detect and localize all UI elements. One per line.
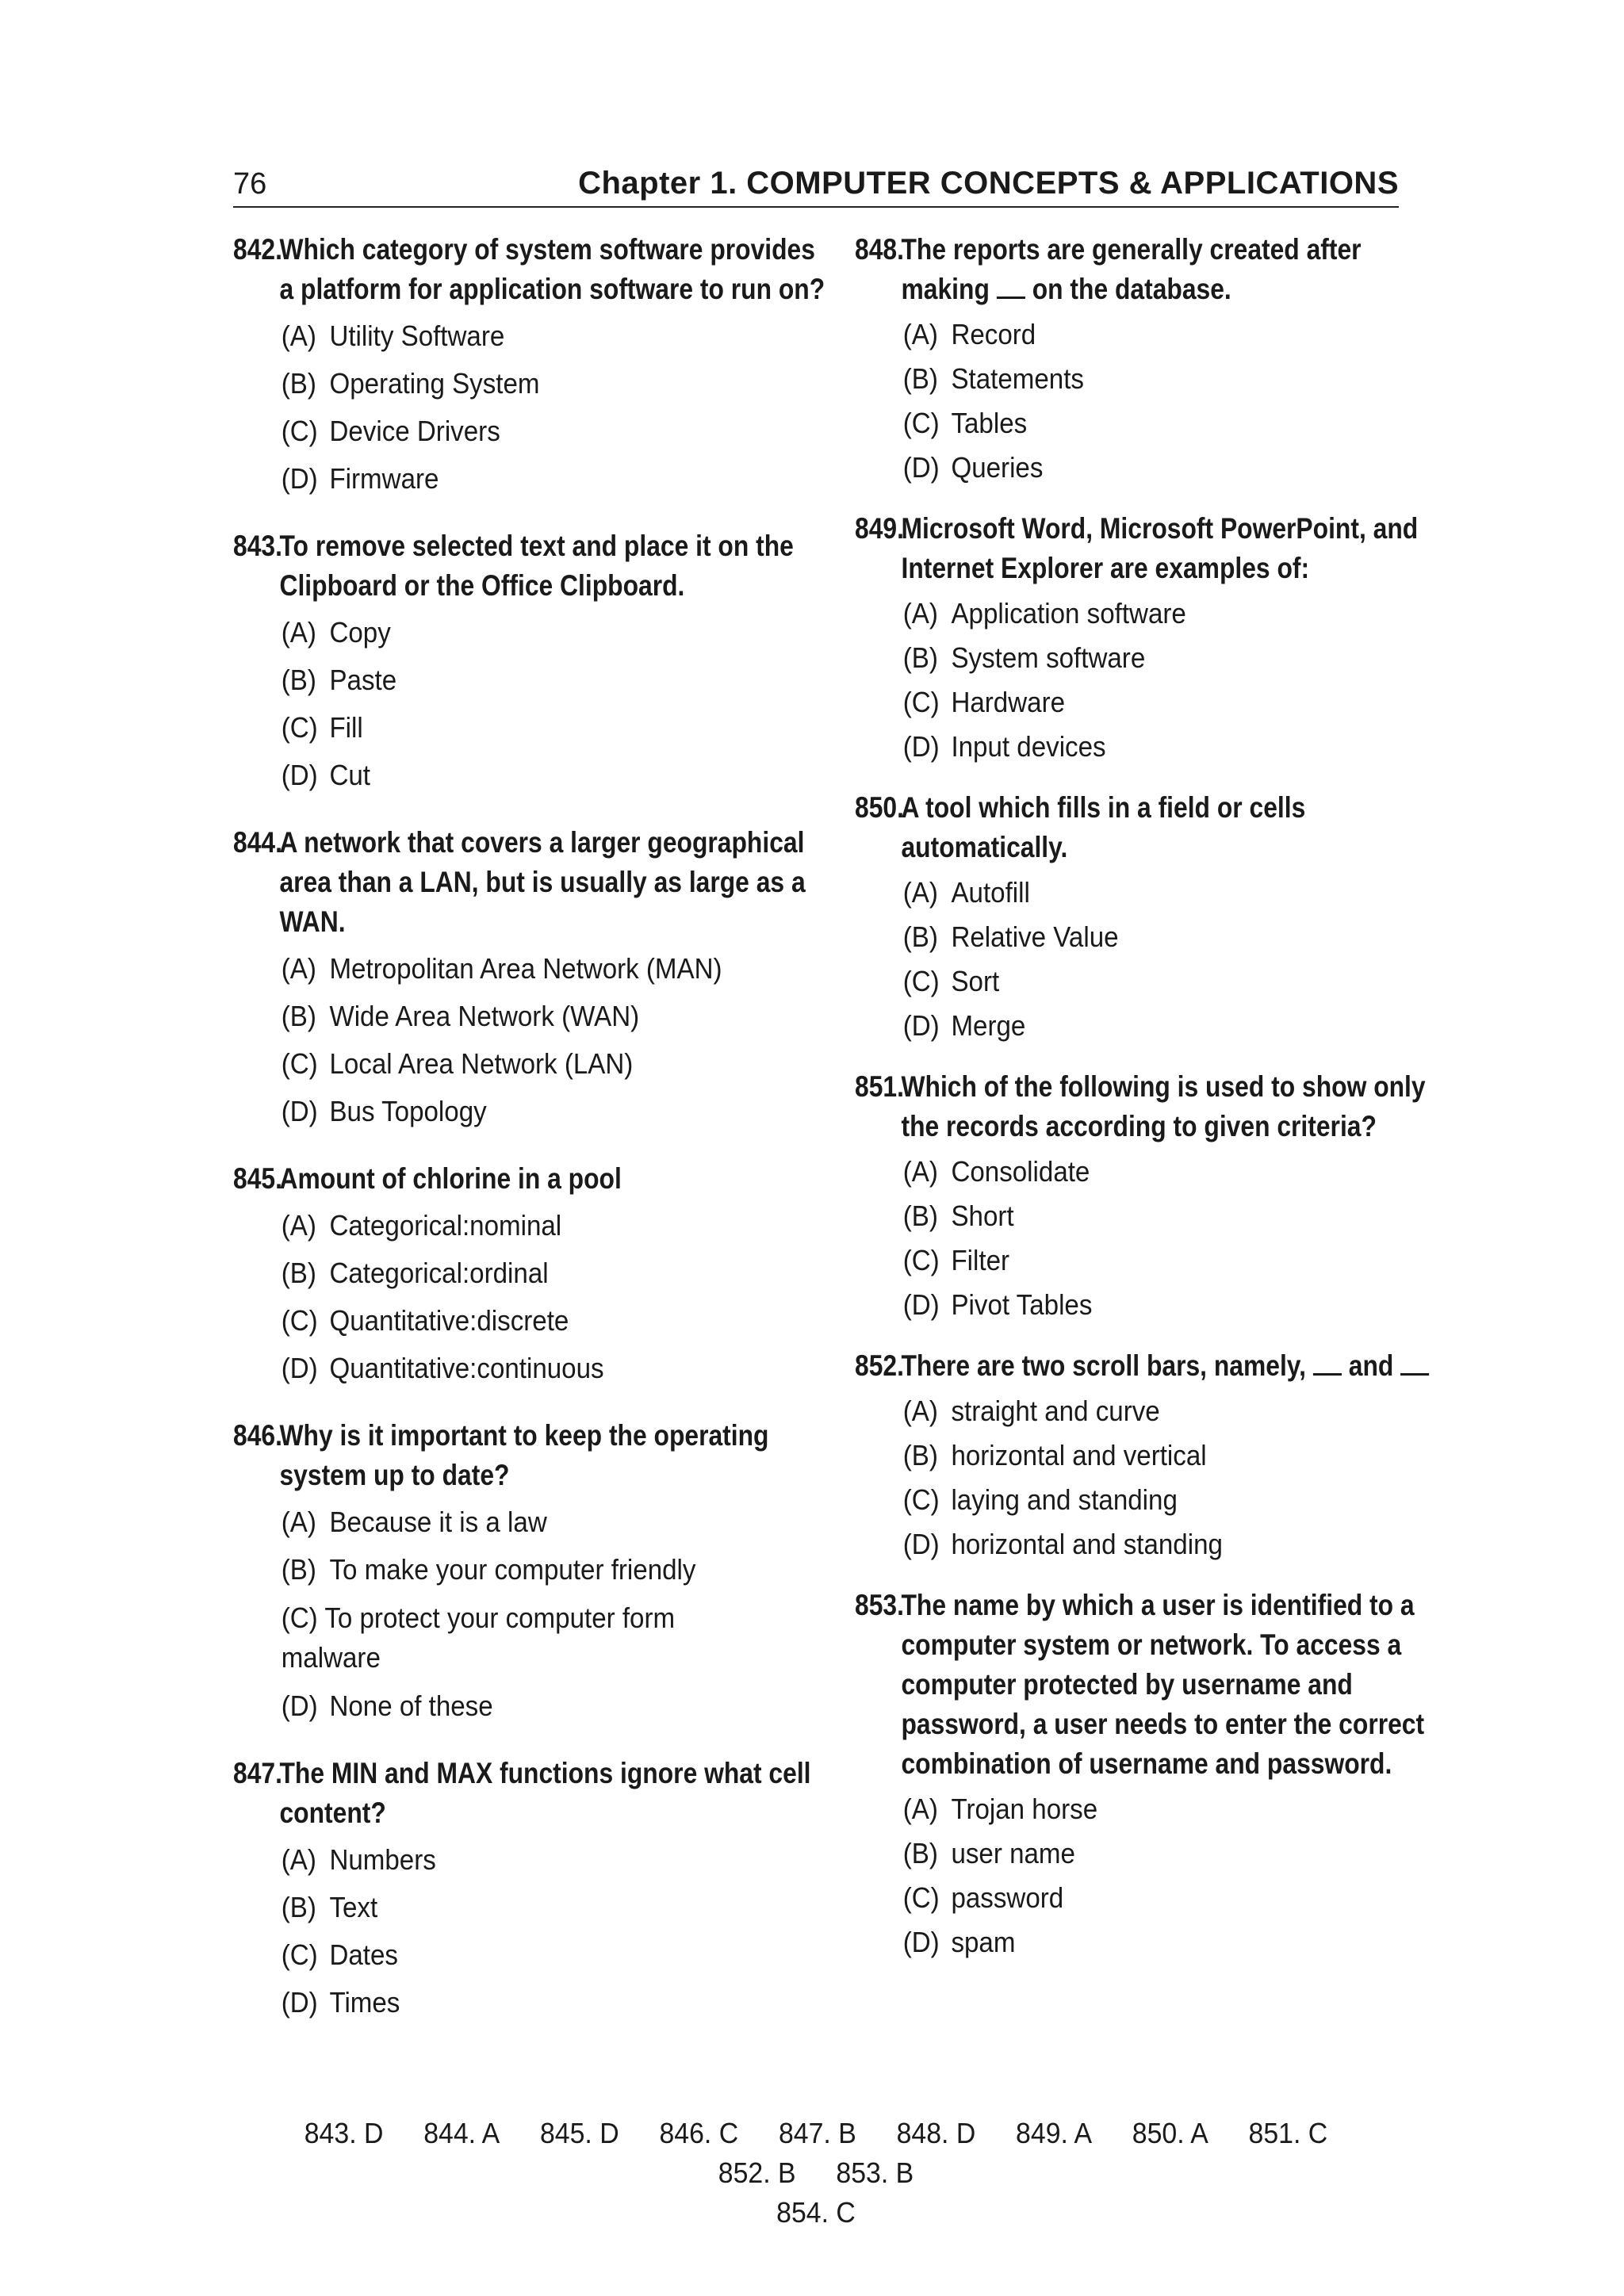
option-c xyxy=(855,1876,1457,1920)
option-text: Text xyxy=(329,1891,378,1923)
question-number: 851. xyxy=(855,1070,904,1103)
option-text: Operating System xyxy=(329,367,540,400)
question-stem xyxy=(855,1346,1450,1386)
option-b xyxy=(233,993,836,1040)
left-column xyxy=(233,230,825,2050)
question-text: The reports are generally created after making xyxy=(901,233,1362,305)
option-d xyxy=(233,455,836,503)
option-d xyxy=(233,1682,836,1730)
option-c xyxy=(855,680,1457,725)
option-letter: (C) xyxy=(902,1483,940,1516)
option-text: Tables xyxy=(951,407,1028,439)
answer-item: 853. B xyxy=(836,2156,914,2189)
option-letter: (B) xyxy=(281,1000,316,1032)
option-letter: (C) xyxy=(281,1047,318,1080)
option-letter: (B) xyxy=(902,362,938,395)
option-d xyxy=(855,446,1457,490)
answer-item: 849. A xyxy=(1016,2117,1093,2149)
option-letter: (B) xyxy=(902,1200,938,1232)
option-text: Quantitative:continuous xyxy=(329,1352,604,1384)
option-letter: (C) xyxy=(902,965,940,997)
option-d xyxy=(855,1283,1457,1327)
option-b xyxy=(233,1546,836,1594)
option-a xyxy=(233,1836,836,1884)
option-c xyxy=(855,1478,1457,1522)
option-letter: (C) xyxy=(902,1244,940,1276)
option-b xyxy=(233,656,836,704)
option-letter: (C) xyxy=(281,711,318,744)
answer-item: 854. C xyxy=(776,2196,856,2229)
option-d xyxy=(855,1920,1457,1965)
option-b xyxy=(233,1884,836,1931)
question-850 xyxy=(855,788,1410,1048)
answer-blank xyxy=(1313,1353,1342,1376)
question-847 xyxy=(233,1754,811,2026)
question-number: 844. xyxy=(233,826,282,859)
option-letter: (D) xyxy=(281,759,318,791)
option-text: Input devices xyxy=(951,730,1106,763)
option-letter: (A) xyxy=(281,1209,316,1242)
option-letter: (C) xyxy=(281,1601,318,1634)
option-letter: (A) xyxy=(902,1395,938,1427)
question-text-end: and xyxy=(1348,1349,1394,1382)
option-text: straight and curve xyxy=(951,1395,1160,1427)
question-number: 849. xyxy=(855,512,904,545)
option-text: Statements xyxy=(951,362,1084,395)
answer-key xyxy=(268,2114,1364,2233)
option-letter: (C) xyxy=(902,407,940,439)
option-text: Bus Topology xyxy=(329,1095,487,1127)
question-stem xyxy=(233,823,829,942)
option-text: Categorical:nominal xyxy=(329,1209,562,1242)
answer-item: 847. B xyxy=(778,2117,856,2149)
option-c xyxy=(233,408,836,455)
option-text: Relative Value xyxy=(951,920,1119,953)
option-a xyxy=(855,1787,1457,1831)
answer-key-line-2 xyxy=(268,2193,1364,2233)
option-text: Hardware xyxy=(951,686,1066,718)
question-number: 845. xyxy=(233,1162,282,1195)
option-d xyxy=(855,725,1457,769)
option-b xyxy=(233,1249,836,1297)
option-letter: (D) xyxy=(902,451,940,484)
option-text: Local Area Network (LAN) xyxy=(329,1047,634,1080)
option-text: Trojan horse xyxy=(951,1793,1098,1825)
option-letter: (A) xyxy=(281,1843,316,1876)
option-text: Cut xyxy=(329,759,370,791)
option-text: Application software xyxy=(951,597,1186,629)
option-c xyxy=(855,401,1457,446)
question-844 xyxy=(233,823,806,1135)
question-848 xyxy=(855,230,1410,490)
option-text: Categorical:ordinal xyxy=(329,1257,549,1289)
option-letter: (C) xyxy=(281,1938,318,1971)
answer-item: 852. B xyxy=(718,2156,796,2189)
option-a xyxy=(233,609,836,656)
option-b xyxy=(233,360,836,408)
option-c xyxy=(855,959,1457,1004)
option-letter: (A) xyxy=(281,616,316,649)
option-a xyxy=(855,312,1457,357)
option-d xyxy=(233,752,836,799)
option-letter: (C) xyxy=(281,1304,318,1337)
option-text: Numbers xyxy=(329,1843,436,1876)
option-a xyxy=(855,1150,1457,1194)
option-text: Short xyxy=(951,1200,1014,1232)
question-stem xyxy=(233,1416,829,1495)
option-letter: (B) xyxy=(902,1837,938,1869)
option-letter: (D) xyxy=(902,730,940,763)
option-c xyxy=(233,1297,836,1345)
option-text: Filter xyxy=(951,1244,1010,1276)
option-letter: (C) xyxy=(281,415,318,447)
option-text: Record xyxy=(951,318,1036,350)
option-a xyxy=(855,871,1457,915)
question-stem xyxy=(855,1067,1450,1146)
question-text: The name by which a user is identified to a computer system or network. To access a computer protected by username and password, a user needs to enter the correct combination of username and password. xyxy=(901,1589,1425,1780)
option-letter: (A) xyxy=(902,318,938,350)
option-letter: (D) xyxy=(902,1528,940,1560)
option-letter: (A) xyxy=(281,320,316,352)
option-letter: (D) xyxy=(902,1009,940,1042)
option-letter: (D) xyxy=(902,1288,940,1321)
question-849 xyxy=(855,509,1419,769)
option-b xyxy=(855,636,1457,680)
option-text: Times xyxy=(329,1986,400,2019)
question-number: 853. xyxy=(855,1589,904,1621)
question-text: Amount of chlorine in a pool xyxy=(279,1162,622,1195)
question-text: There are two scroll bars, namely, xyxy=(901,1349,1306,1382)
question-number: 852. xyxy=(855,1349,904,1382)
option-text: Queries xyxy=(951,451,1044,484)
option-letter: (B) xyxy=(902,920,938,953)
option-text: Merge xyxy=(951,1009,1026,1042)
option-a xyxy=(233,945,836,993)
option-text: horizontal and standing xyxy=(951,1528,1223,1560)
option-c xyxy=(233,1040,836,1088)
option-letter: (D) xyxy=(281,1352,318,1384)
option-text: Dates xyxy=(329,1938,398,1971)
option-text: None of these xyxy=(329,1689,493,1722)
option-letter: (D) xyxy=(902,1926,940,1958)
option-letter: (B) xyxy=(281,1553,316,1586)
question-stem xyxy=(233,526,829,606)
option-letter: (B) xyxy=(902,1439,938,1471)
option-text: spam xyxy=(951,1926,1016,1958)
question-number: 846. xyxy=(233,1419,282,1452)
option-a xyxy=(233,1202,836,1249)
option-letter: (D) xyxy=(281,1689,318,1722)
option-d xyxy=(855,1004,1457,1048)
option-letter: (A) xyxy=(281,1506,316,1538)
question-stem xyxy=(233,1754,829,1833)
option-letter: (D) xyxy=(281,1986,318,2019)
question-stem xyxy=(233,230,829,309)
question-number: 850. xyxy=(855,791,904,824)
option-letter: (A) xyxy=(902,876,938,909)
option-text: user name xyxy=(951,1837,1075,1869)
option-letter: (B) xyxy=(281,664,316,696)
answer-blank xyxy=(997,276,1025,299)
option-letter: (A) xyxy=(902,1793,938,1825)
option-a xyxy=(855,1389,1457,1433)
option-c xyxy=(233,1931,836,1979)
option-text: Paste xyxy=(329,664,397,696)
option-letter: (C) xyxy=(902,686,940,718)
option-b xyxy=(855,1433,1457,1478)
option-text: Metropolitan Area Network (MAN) xyxy=(329,952,722,985)
answer-item: 844. A xyxy=(423,2117,500,2149)
option-text: Pivot Tables xyxy=(951,1288,1093,1321)
question-number: 843. xyxy=(233,530,282,562)
option-text: password xyxy=(951,1881,1064,1914)
question-851 xyxy=(855,1067,1426,1327)
option-text: Firmware xyxy=(329,462,439,495)
option-text: Consolidate xyxy=(951,1155,1090,1188)
question-number: 842. xyxy=(233,233,282,266)
question-stem xyxy=(233,1159,829,1199)
page-number: 76 xyxy=(233,167,267,201)
option-letter: (A) xyxy=(281,952,316,985)
option-text: Quantitative:discrete xyxy=(329,1304,569,1337)
answer-item: 843. D xyxy=(304,2117,384,2149)
option-a xyxy=(233,312,836,360)
option-letter: (D) xyxy=(281,1095,318,1127)
option-text: laying and standing xyxy=(951,1483,1178,1516)
option-b xyxy=(855,915,1457,959)
question-843 xyxy=(233,526,794,799)
question-stem xyxy=(855,788,1450,867)
option-text: To protect your computer form malware xyxy=(281,1601,676,1674)
option-letter: (C) xyxy=(902,1881,940,1914)
option-b xyxy=(855,357,1457,401)
option-letter: (B) xyxy=(281,367,316,400)
option-letter: (D) xyxy=(281,462,318,495)
option-text: Sort xyxy=(951,965,1000,997)
question-text: Which of the following is used to show only the records according to given criteria? xyxy=(901,1070,1426,1142)
option-text: Autofill xyxy=(951,876,1030,909)
question-853 xyxy=(855,1586,1425,1965)
answer-item: 851. C xyxy=(1248,2117,1328,2149)
option-text: Device Drivers xyxy=(329,415,500,447)
question-846 xyxy=(233,1416,788,1730)
question-text: A network that covers a larger geographical area than a LAN, but is usually as large as a WAN. xyxy=(279,826,806,938)
option-d xyxy=(855,1522,1457,1567)
option-letter: (A) xyxy=(902,597,938,629)
question-842 xyxy=(233,230,825,503)
option-text: Fill xyxy=(329,711,363,744)
option-d xyxy=(233,1979,836,2026)
option-letter: (B) xyxy=(281,1257,316,1289)
question-number: 848. xyxy=(855,233,904,266)
question-text: Why is it important to keep the operating system up to date? xyxy=(279,1419,769,1491)
option-text: Utility Software xyxy=(329,320,505,352)
option-text: System software xyxy=(951,641,1146,674)
answer-item: 848. D xyxy=(896,2117,976,2149)
question-845 xyxy=(233,1159,788,1392)
option-text: Copy xyxy=(329,616,391,649)
option-text: Wide Area Network (WAN) xyxy=(329,1000,640,1032)
question-text: To remove selected text and place it on the Clipboard or the Office Clipboard. xyxy=(279,530,794,602)
question-text: A tool which fills in a field or cells automatically. xyxy=(901,791,1306,863)
answer-item: 850. A xyxy=(1132,2117,1208,2149)
option-b xyxy=(855,1194,1457,1238)
option-letter: (B) xyxy=(281,1891,316,1923)
option-c xyxy=(855,1238,1457,1283)
option-text: horizontal and vertical xyxy=(951,1439,1207,1471)
option-c xyxy=(233,1598,749,1678)
right-column xyxy=(855,230,1426,1988)
option-c xyxy=(233,704,836,752)
answer-key-line-1 xyxy=(268,2114,1364,2193)
question-text: Which category of system software provides a platform for application software to run on? xyxy=(279,233,825,305)
question-stem xyxy=(855,230,1450,309)
answer-blank xyxy=(1400,1353,1429,1376)
option-a xyxy=(233,1498,836,1546)
option-text: To make your computer friendly xyxy=(329,1553,696,1586)
question-text: The MIN and MAX functions ignore what cell content? xyxy=(279,1757,811,1829)
option-letter: (B) xyxy=(902,641,938,674)
answer-item: 845. D xyxy=(539,2117,619,2149)
option-letter: (A) xyxy=(902,1155,938,1188)
question-text: Microsoft Word, Microsoft PowerPoint, and Internet Explorer are examples of: xyxy=(901,512,1419,584)
answer-item: 846. C xyxy=(659,2117,739,2149)
question-number: 847. xyxy=(233,1757,282,1789)
question-stem xyxy=(855,1586,1450,1784)
option-d xyxy=(233,1345,836,1392)
option-b xyxy=(855,1831,1457,1876)
question-stem xyxy=(855,509,1450,588)
chapter-title: Chapter 1. COMPUTER CONCEPTS & APPLICATIONS xyxy=(578,166,1399,201)
question-text-end: on the database. xyxy=(1032,273,1231,305)
page-header xyxy=(233,159,1399,208)
option-d xyxy=(233,1088,836,1135)
option-text: Because it is a law xyxy=(329,1506,547,1538)
question-852 xyxy=(855,1346,1410,1567)
option-a xyxy=(855,591,1457,636)
